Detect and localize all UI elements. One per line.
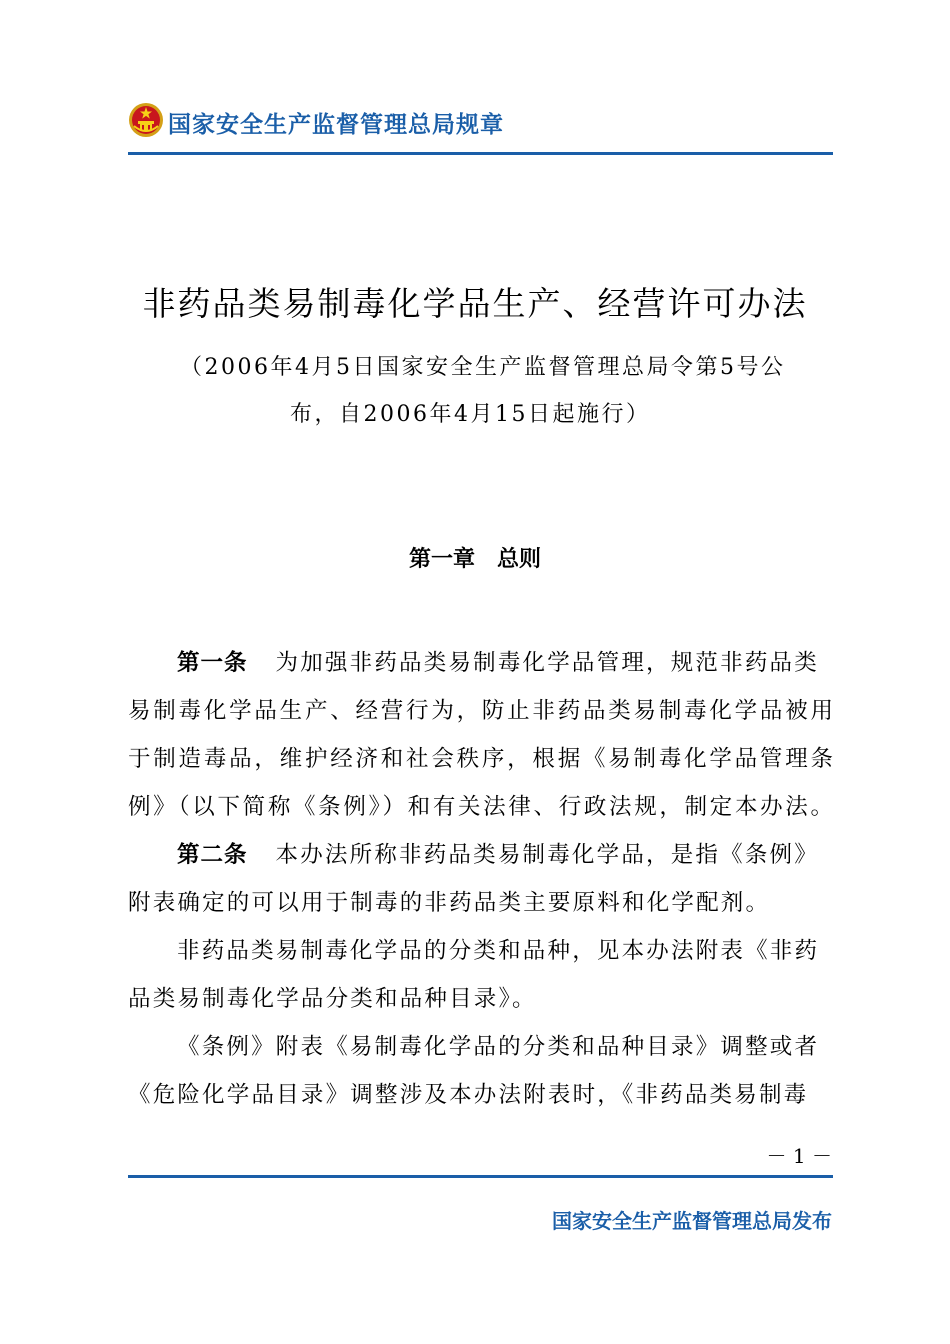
article-1-line-4: 例》（以下简称《条例》）和有关法律、行政法规，制定本办法。	[128, 794, 833, 820]
footer-publisher: 国家安全生产监督管理总局发布	[552, 1209, 832, 1233]
page-header	[128, 100, 833, 156]
document-subtitle-line-1: （2006年4月5日国家安全生产监督管理总局令第5号公	[180, 355, 786, 380]
header-divider	[128, 152, 833, 155]
article-1-label: 第一条	[177, 650, 248, 676]
document-body	[128, 645, 833, 1125]
footer-divider	[128, 1175, 833, 1178]
article-2-line-2: 附表确定的可以用于制毒的非药品类主要原料和化学配剂。	[128, 890, 771, 916]
article-1-first-line	[128, 645, 833, 693]
article-2-text: 本办法所称非药品类易制毒化学品，是指《条例》	[275, 842, 819, 868]
article-2-first-line	[128, 837, 833, 885]
document-title: 非药品类易制毒化学品生产、经营许可办法	[142, 284, 808, 323]
paragraph-3-line-1: 非药品类易制毒化学品的分类和品种，见本办法附表《非药	[177, 938, 820, 964]
header-title: 国家安全生产监督管理总局规章	[168, 112, 504, 138]
paragraph-4-line-2: 《危险化学品目录》调整涉及本办法附表时，《非药品类易制毒	[128, 1082, 809, 1108]
document-subtitle-line-2: 布，自2006年4月15日起施行）	[290, 402, 651, 427]
article-1-line-3: 于制造毒品，维护经济和社会秩序，根据《易制毒化学品管理条	[128, 746, 833, 772]
national-emblem-icon	[128, 102, 164, 138]
page-number: － 1 －	[766, 1144, 832, 1168]
article-1-line-2: 易制毒化学品生产、经营行为，防止非药品类易制毒化学品被用	[128, 698, 833, 724]
paragraph-3-line-2: 品类易制毒化学品分类和品种目录》。	[128, 986, 537, 1012]
paragraph-4-line-1: 《条例》附表《易制毒化学品的分类和品种目录》调整或者	[177, 1034, 820, 1060]
chapter-heading: 第一章 总则	[408, 547, 541, 572]
article-2-label: 第二条	[177, 842, 248, 868]
article-1-text: 为加强非药品类易制毒化学品管理，规范非药品类	[275, 650, 819, 676]
